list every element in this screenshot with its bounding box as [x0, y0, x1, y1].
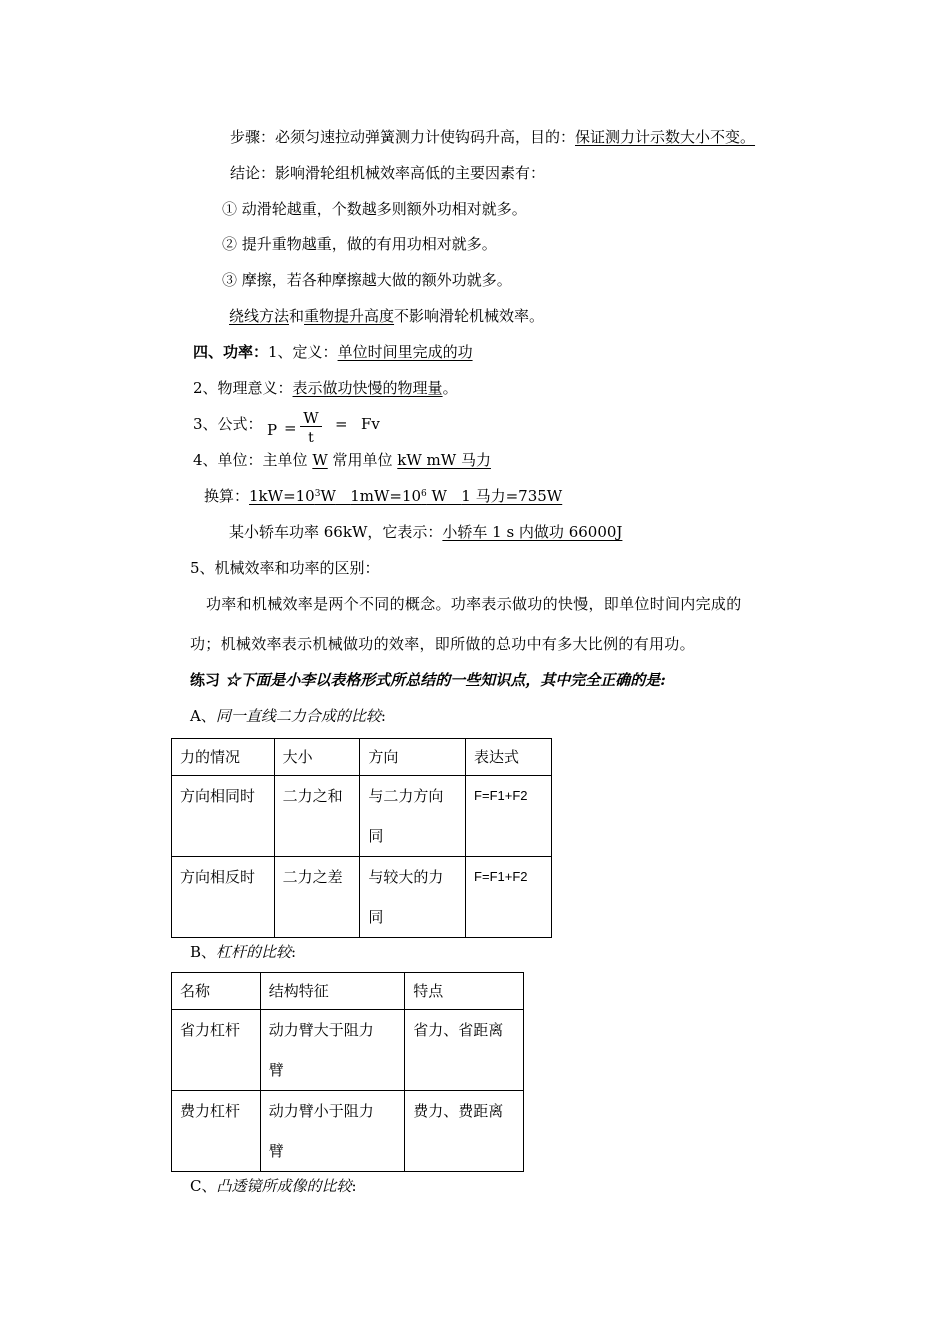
power-def-value: 单位时间里完成的功: [337, 343, 473, 361]
power-heading: 四、功率：: [193, 343, 269, 361]
table-b-colon: :: [291, 943, 297, 961]
conclusion-item-3: ③ 摩擦，若各种摩擦越大做的额外功就多。: [222, 271, 512, 289]
table-cell-line: 与二力方向: [368, 787, 444, 805]
convert-kw-exp: 3: [314, 489, 321, 499]
table-cell: [360, 776, 466, 857]
table-cell: 省力杠杆: [172, 1010, 261, 1091]
table-cell: [260, 1010, 405, 1091]
no-effect-winding: 绕线方法: [229, 307, 290, 325]
convert-hp: 1 马力=735W: [461, 487, 563, 505]
conversion-line: [204, 486, 562, 506]
practice-line: [190, 670, 666, 690]
power-formula-label: 3、公式：: [193, 415, 263, 433]
convert-mw-unit: W: [426, 487, 447, 505]
conclusion-item-1: ① 动滑轮越重，个数越多则额外功相对就多。: [222, 200, 527, 218]
table-a-caption: [190, 706, 386, 726]
table-cell-line: 动力臂小于阻力: [268, 1102, 374, 1120]
no-effect-height: 重物提升高度: [304, 307, 395, 325]
example-label: 某小轿车功率 66kW，它表示：: [229, 523, 443, 541]
unit-common-label: 常用单位: [327, 451, 398, 469]
table-row: [172, 1010, 524, 1091]
example-value: 小轿车 1 s 内做功 66000J: [442, 523, 623, 541]
formula-numerator: W: [300, 410, 322, 427]
formula-equals-2: =: [335, 415, 348, 433]
unit-label: 4、单位：主单位: [193, 451, 313, 469]
table-cell-line: 臂: [268, 1061, 284, 1079]
practice-label: 练习: [190, 671, 221, 689]
table-cell: 省力、省距离: [405, 1010, 524, 1091]
practice-question: ☆下面是小李以表格形式所总结的一些知识点，其中完全正确的是:: [220, 671, 666, 689]
table-c-caption: [190, 1176, 357, 1196]
table-a-letter: A、: [190, 707, 216, 725]
table-cell: F=F1+F2: [466, 857, 552, 938]
difference-para-line1: 功率和机械效率是两个不同的概念。功率表示做功的快慢，即单位时间内完成的: [206, 595, 742, 613]
table-row: [172, 1091, 524, 1172]
table-b-caption: [190, 942, 296, 962]
table-cell-line: 臂: [268, 1142, 284, 1160]
no-effect-and: 和: [289, 307, 305, 325]
table-c-letter: C、: [190, 1177, 217, 1195]
table-cell: 方向相反时: [172, 857, 275, 938]
power-meaning-label: 2、物理意义：: [193, 379, 293, 397]
difference-heading: 5、机械效率和功率的区别：: [190, 559, 380, 577]
table-b-title: 杠杆的比较: [216, 943, 292, 961]
unit-main: W: [312, 451, 328, 469]
formula-denominator: t: [308, 430, 314, 446]
table-a-colon: :: [380, 707, 386, 725]
table-c-colon: :: [351, 1177, 357, 1195]
power-meaning-value: 表示做功快慢的物理量: [292, 379, 443, 397]
table-a-header: 大小: [274, 739, 360, 776]
table-cell: 费力、费距离: [405, 1091, 524, 1172]
formula-fv: Fv: [361, 415, 380, 433]
formula-equals: =: [284, 419, 297, 437]
conclusion-item-2: ② 提升重物越重，做的有用功相对就多。: [222, 235, 497, 253]
table-a-header-row: [172, 739, 552, 776]
table-cell: [360, 857, 466, 938]
power-meaning-line: [193, 378, 458, 398]
power-unit-line: [193, 450, 491, 470]
table-a-header: 力的情况: [172, 739, 275, 776]
table-a-header: 方向: [360, 739, 466, 776]
no-effect-line: [229, 306, 544, 326]
difference-para-line2: 功；机械效率表示机械做功的效率，即所做的总功中有多大比例的有用功。: [190, 635, 695, 653]
unit-common: kW mW 马力: [397, 451, 491, 469]
table-a: [171, 738, 552, 938]
table-b: [171, 972, 524, 1172]
steps-label: 步骤：必须匀速拉动弹簧测力计使钩码升高，目的：: [230, 128, 576, 146]
convert-mw-exp: 6: [421, 489, 427, 499]
table-cell: 方向相同时: [172, 776, 275, 857]
table-b-header: 结构特征: [260, 973, 405, 1010]
table-cell: [260, 1091, 405, 1172]
table-a-header: 表达式: [466, 739, 552, 776]
example-line: [229, 522, 622, 542]
table-b-letter: B、: [190, 943, 217, 961]
formula-p: P: [267, 421, 278, 439]
table-cell-line: 与较大的力: [368, 868, 444, 886]
no-effect-tail: 不影响滑轮机械效率。: [394, 307, 545, 325]
table-c-title: 凸透镜所成像的比较: [216, 1177, 352, 1195]
power-meaning-tail: 。: [442, 379, 458, 397]
table-cell: 二力之和: [274, 776, 360, 857]
steps-purpose: 保证测力计示数大小不变。: [575, 128, 756, 146]
table-row: [172, 776, 552, 857]
conclusion-intro: 结论：影响滑轮组机械效率高低的主要因素有：: [230, 164, 546, 182]
power-def-label: 1、定义：: [268, 343, 338, 361]
table-b-header: 名称: [172, 973, 261, 1010]
convert-kw-unit: W: [320, 487, 336, 505]
table-row: [172, 857, 552, 938]
convert-kw: 1kW=10: [249, 487, 315, 505]
table-cell: 二力之差: [274, 857, 360, 938]
table-cell-line: 动力臂大于阻力: [268, 1021, 374, 1039]
steps-line: [230, 127, 755, 147]
convert-mw: 1mW=10: [350, 487, 422, 505]
table-cell-line: 同: [368, 827, 384, 845]
power-definition-line: [193, 342, 473, 362]
table-cell: 费力杠杆: [172, 1091, 261, 1172]
table-a-title: 同一直线二力合成的比较: [215, 707, 381, 725]
table-cell: F=F1+F2: [466, 776, 552, 857]
table-b-header-row: [172, 973, 524, 1010]
convert-values: [249, 487, 562, 505]
convert-label: 换算：: [204, 487, 250, 505]
table-b-header: 特点: [405, 973, 524, 1010]
table-cell-line: 同: [368, 908, 384, 926]
